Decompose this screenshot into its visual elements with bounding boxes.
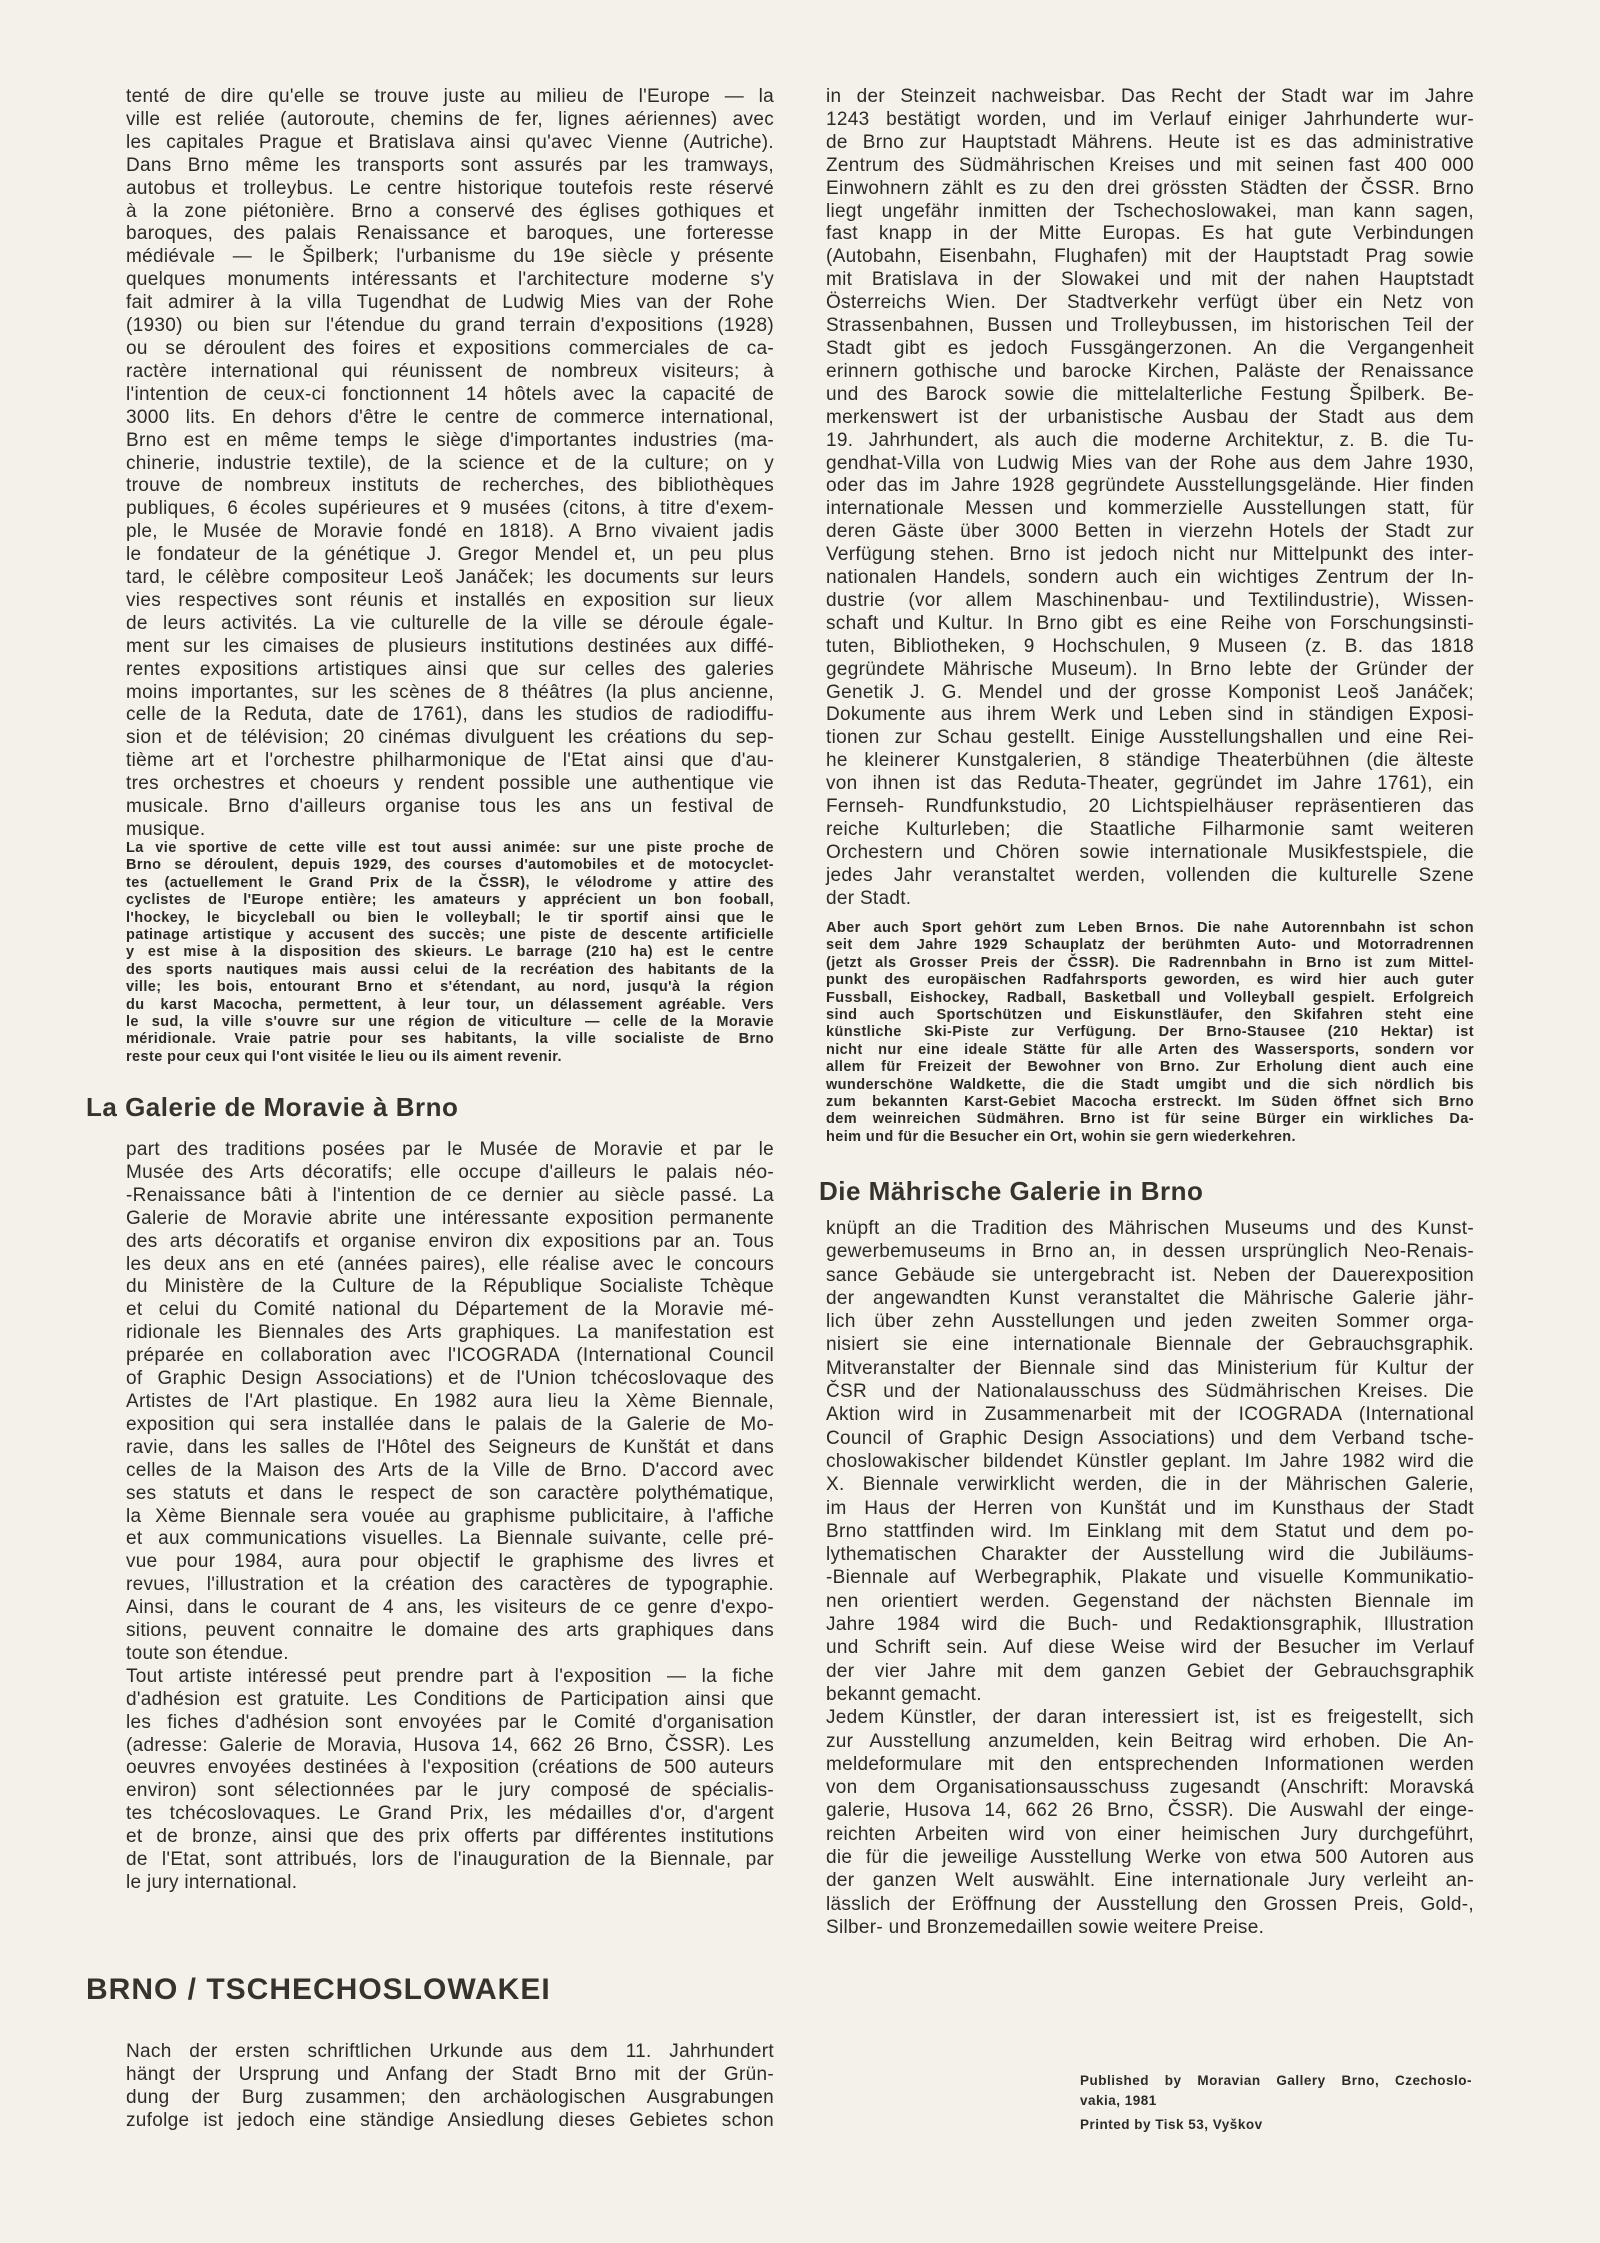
text-line: choslowakischer bildendet Künstler geplant. Im Jahre 1982 wird die: [826, 1450, 1474, 1472]
german-sport-text: [826, 920, 1474, 1146]
text-line: gendhat-Villa von Ludwig Mies van der Rohe aus dem Jahre 1930,: [826, 452, 1474, 474]
text-line: moins importantes, sur les scènes de 8 théâtres (la plus ancienne,: [126, 681, 774, 703]
text-line: Brno se déroulent, depuis 1929, des courses d'automobiles et de motocyclet-: [126, 857, 774, 874]
text-line: der angewandten Kunst veranstaltet die Mährische Galerie jähr-: [826, 1287, 1474, 1309]
text-line: lich über zehn Ausstellungen und jeden zweiten Sommer orga-: [826, 1311, 1474, 1333]
text-line: nisiert sie eine internationale Biennale der Gebrauchsgraphik.: [826, 1334, 1474, 1356]
paragraph: [126, 1139, 774, 1666]
text-line: he kleinerer Kunstgalerien, 8 ständige Theaterbühnen (die älteste: [826, 750, 1474, 772]
text-line: oder das im Jahre 1928 gegründete Ausstellungsgelände. Hier finden: [826, 475, 1474, 497]
text-line: rentes expositions artistiques ainsi que sur celles des galeries: [126, 658, 774, 680]
text-line: les fiches d'adhésion sont envoyées par le Comité d'organisation: [126, 1711, 774, 1733]
text-line: de l'Etat, sont attribués, lors de l'inauguration de la Biennale, par: [126, 1849, 774, 1871]
paragraph: [826, 920, 1474, 1146]
text-line: von dem Organisationsausschuss zugesandt (Anschrift: Moravská: [826, 1777, 1474, 1799]
text-line: part des traditions posées par le Musée de Moravie et par le: [126, 1139, 774, 1160]
text-line: Stadt gibt es jedoch Fussgängerzonen. An die Vergangenheit: [826, 337, 1474, 359]
text-line: der vier Jahre mit dem ganzen Gebiet der Gebrauchsgraphik: [826, 1660, 1474, 1682]
text-line: toute son étendue.: [126, 1642, 289, 1664]
text-line: tuten, Bibliotheken, 9 Hochschulen, 9 Museen (z. B. das 1818: [826, 635, 1474, 657]
text-line: vies respectives sont réunis et installés en exposition sur lieux: [126, 589, 774, 611]
text-line: lythematischen Charakter der Ausstellung wird die Jubiläums-: [826, 1544, 1474, 1566]
text-line: ses statuts et dans le respect de son caractère polythématique,: [126, 1482, 774, 1504]
text-line: knüpft an die Tradition des Mährischen Museums und des Kunst-: [826, 1218, 1474, 1239]
text-line: hängt der Ursprung und Anfang der Stadt Brno mit der Grün-: [126, 2063, 774, 2085]
text-line: und Schrift sein. Auf diese Weise wird der Besucher im Verlauf: [826, 1637, 1474, 1659]
text-line: dem weinreichen Südmähren. Brno ist für seine Bürger ein wirkliches Da-: [826, 1111, 1474, 1128]
paragraph: [126, 86, 774, 842]
text-line: y est mise à la disposition des skieurs. Le barrage (210 ha) est le centre: [126, 944, 774, 961]
text-line: Artistes de l'Art plastique. En 1982 aura lieu la Xème Biennale,: [126, 1390, 774, 1412]
text-line: Zentrum des Südmährischen Kreises und mit seinen fast 400 000: [826, 154, 1474, 176]
text-line: sance Gebäude sie untergebracht ist. Neben der Dauerexposition: [826, 1264, 1474, 1286]
text-line: La vie sportive de cette ville est tout aussi animée: sur une piste proche de: [126, 840, 774, 856]
text-line: Aktion wird in Zusammenarbeit mit der ICOGRADA (International: [826, 1404, 1474, 1426]
text-line: gegründete Mährische Museum). In Brno lebte der Gründer der: [826, 658, 1474, 680]
text-line: merkenswert ist der urbanistische Ausbau der Stadt aus dem: [826, 406, 1474, 428]
text-line: zufolge ist jedoch eine ständige Ansiedlung dieses Gebietes schon: [126, 2109, 774, 2131]
text-line: revues, l'illustration et la création des caractères de typographie.: [126, 1574, 774, 1596]
text-line: und des Barock sowie die mittelalterliche Festung Špilberk. Be-: [826, 383, 1474, 405]
text-line: Fussball, Eishockey, Radball, Basketball und Volleyball gespielt. Erfolgreich: [826, 989, 1474, 1006]
text-line: dustrie (vor allem Maschinenbau- und Textilindustrie), Wissen-: [826, 589, 1474, 611]
text-line: Jahre 1984 wird die Buch- und Redaktionsgraphik, Illustration: [826, 1614, 1474, 1636]
text-line: Musée des Arts décoratifs; elle occupe d'ailleurs le palais néo-: [126, 1161, 774, 1183]
text-line: Council of Graphic Design Associations) und dem Verband tsche-: [826, 1427, 1474, 1449]
text-line: reichten Arbeiten wird von einer heimischen Jury durchgeführt,: [826, 1823, 1474, 1845]
paragraph: [826, 86, 1474, 911]
text-line: Einwohnern zählt es zu den drei grössten Städten der ČSSR. Brno: [826, 177, 1474, 199]
text-line: Nach der ersten schriftlichen Urkunde aus dem 11. Jahrhundert: [126, 2041, 774, 2062]
text-line: nicht nur eine ideale Stätte für alle Arten des Wassersports, sondern vor: [826, 1041, 1474, 1058]
text-line: der Stadt.: [826, 887, 912, 909]
text-line: baroques, des palais Renaissance et baroques, une forteresse: [126, 223, 774, 245]
text-line: ridionale les Biennales des Arts graphiques. La manifestation est: [126, 1322, 774, 1344]
text-line: nen orientiert werden. Gegenstand der nächsten Biennale im: [826, 1590, 1474, 1612]
text-line: X. Biennale verwirklicht werden, die in der Mährischen Galerie,: [826, 1474, 1474, 1496]
text-line: la Xème Biennale sera vouée au graphisme publicitaire, à l'affiche: [126, 1505, 774, 1527]
text-line: d'adhésion est gratuite. Les Conditions de Participation ainsi que: [126, 1688, 774, 1710]
text-line: Strassenbahnen, Bussen und Trolleybussen, im historischen Teil der: [826, 315, 1474, 337]
text-line: ville est reliée (autoroute, chemins de fer, lignes aériennes) avec: [126, 108, 774, 130]
text-line: Galerie de Moravie abrite une intéressante exposition permanente: [126, 1207, 774, 1229]
text-line: ou se déroulent des foires et expositions commerciales de ca-: [126, 337, 774, 359]
text-line: musicale. Brno d'ailleurs organise tous les ans un festival de: [126, 796, 774, 818]
text-line: tionen zur Schau gestellt. Einige Ausstellungshallen und eine Rei-: [826, 727, 1474, 749]
text-line: tres orchestres et choeurs y rendent possible une authentique vie: [126, 773, 774, 795]
text-line: ravie, dans les salles de l'Hôtel des Seigneurs de Kunštát et dans: [126, 1436, 774, 1458]
paragraph: [826, 1217, 1474, 1706]
text-line: meldeformulare mit den entsprechenden Informationen werden: [826, 1753, 1474, 1775]
text-line: ment sur les cimaises de plusieurs institutions destinées aux diffé-: [126, 635, 774, 657]
text-line: chinerie, industrie textile), de la science et de la culture; on y: [126, 452, 774, 474]
text-line: zum bekannten Karst-Gebiet Macocha erstreckt. Im Süden öffnet sich Brno: [826, 1094, 1474, 1111]
text-line: le fondateur de la génétique J. Gregor Mendel et, un peu plus: [126, 544, 774, 566]
text-line: Genetik J. G. Mendel und der grosse Komponist Leoš Janáček;: [826, 681, 1474, 703]
text-line: im Haus der Herren von Kunštát und im Kunsthaus der Stadt: [826, 1497, 1474, 1519]
text-line: Mitveranstalter der Biennale sind das Ministerium für Kultur der: [826, 1357, 1474, 1379]
paragraph: [1080, 2115, 1472, 2135]
french-intro-text: [126, 86, 774, 842]
text-line: mit Bratislava in der Slowakei und mit der nahen Hauptstadt: [826, 269, 1474, 291]
text-line: du Ministère de la Culture de la République Socialiste Tchèque: [126, 1276, 774, 1298]
text-line: 3000 lits. En dehors d'être le centre de commerce international,: [126, 406, 774, 428]
text-line: liegt ungefähr inmitten der Tschechoslowakei, man kann sagen,: [826, 200, 1474, 222]
text-line: seit dem Jahre 1929 Schauplatz der berühmten Auto- und Motorradrennen: [826, 937, 1474, 954]
imprint: [1080, 2071, 1472, 2135]
text-line: zur Ausstellung anzumelden, kein Beitrag wird erhoben. Die An-: [826, 1730, 1474, 1752]
text-line: 1243 bestätigt worden, und im Verlauf einiger Jahrhunderte wur-: [826, 108, 1474, 130]
text-line: Verfügung stehen. Brno ist jedoch nicht nur Mittelpunkt des inter-: [826, 544, 1474, 566]
heading-brno-tschechoslowakei: BRNO / TSCHECHOSLOWAKEI: [86, 1973, 551, 2006]
heading-galerie-de-moravie: La Galerie de Moravie à Brno: [86, 1092, 459, 1122]
text-line: Silber- und Bronzemedaillen sowie weitere Preise.: [826, 1916, 1265, 1938]
text-line: allem für Freizeit der Bewohner von Brno. Zur Erholung dient auch eine: [826, 1059, 1474, 1076]
text-line: internationale Messen und kommerzielle Ausstellungen statt, für: [826, 498, 1474, 520]
text-line: l'intention de ceux-ci fonctionnent 14 hôtels avec la capacité de: [126, 383, 774, 405]
text-line: der ganzen Welt auswählt. Eine internationale Jury verleiht an-: [826, 1870, 1474, 1892]
text-line: des arts décoratifs et organise environ dix expositions par an. Tous: [126, 1230, 774, 1252]
text-line: vakia, 1981: [1080, 2093, 1157, 2108]
text-line: préparée en collaboration avec l'ICOGRADA (International Council: [126, 1345, 774, 1367]
text-line: tes tchécoslovaques. Le Grand Prix, les médailles d'or, d'argent: [126, 1803, 774, 1825]
text-line: dung der Burg zusammen; den archäologischen Ausgrabungen: [126, 2086, 774, 2108]
text-line: ville; les bois, entourant Brno et s'étendant, au nord, jusqu'à la région: [126, 979, 774, 996]
text-line: vue pour 1984, aura pour objectif le graphisme des livres et: [126, 1551, 774, 1573]
text-line: (Autobahn, Eisenbahn, Flughafen) mit der Hauptstadt Prag sowie: [826, 246, 1474, 268]
text-line: celle de la Reduta, date de 1761), dans les studios de radiodiffu-: [126, 704, 774, 726]
text-line: le sud, la ville s'ouvre sur une région de viticulture — celle de la Moravie: [126, 1014, 774, 1031]
paragraph: [126, 840, 774, 1066]
text-line: in der Steinzeit nachweisbar. Das Recht der Stadt war im Jahre: [826, 86, 1474, 107]
text-line: quelques monuments intéressants et l'architecture moderne s'y: [126, 269, 774, 291]
text-line: (1930) ou bien sur l'étendue du grand terrain d'expositions (1928): [126, 315, 774, 337]
text-line: Brno stattfinden wird. Im Einklang mit dem Statut und dem po-: [826, 1520, 1474, 1542]
text-line: bekannt gemacht.: [826, 1683, 982, 1705]
text-line: tième art et l'orchestre philharmonique de l'Etat ainsi que d'au-: [126, 750, 774, 772]
text-line: environ) sont sélectionnées par le jury composé de spécialis-: [126, 1780, 774, 1802]
text-line: lässlich der Eröffnung der Ausstellung den Grossen Preis, Gold-,: [826, 1893, 1474, 1915]
text-line: Österreichs Wien. Der Stadtverkehr verfügt über ein Netz von: [826, 292, 1474, 314]
text-line: musique.: [126, 819, 206, 840]
text-line: tenté de dire qu'elle se trouve juste au milieu de l'Europe — la: [126, 86, 774, 107]
french-sport-text: [126, 840, 774, 1066]
text-line: autobus et trolleybus. Le centre historique toutefois reste réservé: [126, 177, 774, 199]
text-line: Dans Brno même les transports sont assurés par les tramways,: [126, 154, 774, 176]
french-gallery-text: [126, 1139, 774, 1895]
text-line: punkt des europäischen Radfahrsports geworden, es wird hier auch guter: [826, 972, 1474, 989]
text-line: jedes Jahr veranstaltet werden, vollenden die kulturelle Szene: [826, 864, 1474, 886]
text-line: Dokumente aus ihrem Werk und Leben sind in ständigen Exposi-: [826, 704, 1474, 726]
text-line: oeuvres envoyées destinées à l'exposition (créations de 500 auteurs: [126, 1757, 774, 1779]
text-line: ractère international qui réunissent de nombreux visiteurs; à: [126, 360, 774, 382]
text-line: ple, le Musée de Moravie fondé en 1818). A Brno vivaient jadis: [126, 521, 774, 543]
text-line: die für die jeweilige Ausstellung Werke von etwa 500 Autoren aus: [826, 1847, 1474, 1869]
text-line: reste pour ceux qui l'ont visitée le lieu ou ils aiment revenir.: [126, 1048, 562, 1065]
text-line: Published by Moravian Gallery Brno, Czechoslo-: [1080, 2073, 1472, 2088]
text-line: Tout artiste intéressé peut prendre part à l'exposition — la fiche: [126, 1665, 774, 1687]
text-line: erinnern gothische und barocke Kirchen, Paläste der Renaissance: [826, 360, 1474, 382]
text-line: sind auch Sportschützen und Eiskunstläufer, den Skifahren steht eine: [826, 1007, 1474, 1024]
text-line: -Biennale auf Werbegraphik, Plakate und visuelle Kommunikatio-: [826, 1567, 1474, 1589]
text-line: 19. Jahrhundert, als auch die moderne Architektur, z. B. die Tu-: [826, 429, 1474, 451]
text-line: et celui du Comité national du Département de la Moravie mé-: [126, 1299, 774, 1321]
text-line: -Renaissance bâti à l'intention de ce dernier au siècle passé. La: [126, 1184, 774, 1206]
german-intro-text-start: [126, 2041, 774, 2133]
text-line: patinage artistique y accusent des succès; une piste de descente artificielle: [126, 927, 774, 944]
text-line: à la zone piétonière. Brno a conservé des églises gothiques et: [126, 200, 774, 222]
text-line: of Graphic Design Associations) et de l'Union tchécoslovaque des: [126, 1368, 774, 1390]
text-line: le jury international.: [126, 1872, 298, 1893]
text-line: Ainsi, dans le courant de 4 ans, les visiteurs de ce genre d'expo-: [126, 1597, 774, 1619]
text-line: reiche Kulturleben; die Staatliche Filharmonie samt weiteren: [826, 819, 1474, 840]
german-intro-text: [826, 86, 1474, 911]
text-line: deren Gäste über 3000 Betten in vierzehn Hotels der Stadt zur: [826, 521, 1474, 543]
text-line: Fernseh- Rundfunkstudio, 20 Lichtspielhäuser repräsentieren das: [826, 796, 1474, 818]
text-line: (jetzt als Grosser Preis der ČSSR). Die Radrennbahn in Brno ist zum Mittel-: [826, 954, 1474, 971]
text-line: ČSR und der Nationalausschuss des Südmährischen Kreises. Die: [826, 1381, 1474, 1403]
text-line: exposition qui sera installée dans le palais de la Galerie de Mo-: [126, 1413, 774, 1435]
text-line: du karst Macocha, permettent, à leur tour, un délassement agréable. Vers: [126, 996, 774, 1013]
text-line: les deux ans en eté (années paires), elle réalise avec le concours: [126, 1253, 774, 1275]
text-line: (adresse: Galerie de Moravia, Husova 14, 662 26 Brno, ČSSR). Les: [126, 1734, 774, 1756]
text-line: Printed by Tisk 53, Vyškov: [1080, 2117, 1263, 2132]
text-line: tes (actuellement le Grand Prix de la ČSSR), le vélodrome y attire des: [126, 874, 774, 891]
text-line: cyclistes de l'Europe entière; les amateurs y apprécient un bon fooball,: [126, 892, 774, 909]
text-line: les capitales Prague et Bratislava ainsi qu'avec Vienne (Autriche).: [126, 131, 774, 153]
paragraph: [826, 1706, 1474, 1939]
text-line: et aux communications visuelles. La Biennale suivante, celle pré-: [126, 1528, 774, 1550]
text-line: tard, le célèbre compositeur Leoš Janáček; les documents sur leurs: [126, 567, 774, 589]
text-line: fast knapp in der Mitte Europas. Es hat gute Verbindungen: [826, 223, 1474, 245]
paragraph: [126, 2041, 774, 2133]
text-line: heim und für die Besucher ein Ort, wohin sie gern wiederkehren.: [826, 1128, 1296, 1145]
heading-maehrische-galerie: Die Mährische Galerie in Brno: [819, 1176, 1204, 1206]
text-line: sitions, peuvent connaitre le domaine des arts graphiques dans: [126, 1620, 774, 1642]
paragraph: [126, 1666, 774, 1895]
text-line: publiques, 6 écoles supérieures et 9 musées (citons, à titre d'exem-: [126, 498, 774, 520]
text-line: Brno est en même temps le siège d'importantes industries (ma-: [126, 429, 774, 451]
text-line: Aber auch Sport gehört zum Leben Brnos. Die nahe Autorennbahn ist schon: [826, 920, 1474, 936]
text-line: sion et de télévision; 20 cinémas divulguent les créations du sep-: [126, 727, 774, 749]
text-line: von ihnen ist das Reduta-Theater, gegründet im Jahre 1761), ein: [826, 773, 1474, 795]
text-line: l'hockey, le bicycleball ou bien le volleyball; le tir sportif ainsi que le: [126, 909, 774, 926]
text-line: wunderschöne Waldkette, die die Stadt umgibt und die sich nördlich bis: [826, 1076, 1474, 1093]
text-line: fait admirer à la villa Tugendhat de Ludwig Mies van der Rohe: [126, 292, 774, 314]
text-line: galerie, Husova 14, 662 26 Brno, ČSSR). Die Auswahl der einge-: [826, 1800, 1474, 1822]
text-line: Orchestern und Chören sowie internationale Musikfestspiele, die: [826, 841, 1474, 863]
text-line: de leurs activités. La vie culturelle de la ville se déroule égale-: [126, 612, 774, 634]
text-line: et de bronze, ainsi que des prix offerts par différentes institutions: [126, 1826, 774, 1848]
text-line: gewerbemuseums in Brno an, in dessen ursprünglich Neo-Renais-: [826, 1241, 1474, 1263]
text-line: Jedem Künstler, der daran interessiert ist, ist es freigestellt, sich: [826, 1707, 1474, 1729]
text-line: trouve de nombreux instituts de recherches, des bibliothèques: [126, 475, 774, 497]
paragraph: [1080, 2071, 1472, 2111]
text-line: nationalen Handels, sondern auch ein wichtiges Zentrum der In-: [826, 567, 1474, 589]
text-line: künstliche Ski-Piste zur Verfügung. Der Brno-Stausee (210 Hektar) ist: [826, 1024, 1474, 1041]
text-line: médiévale — le Špilberk; l'urbanisme du 19e siècle y présente: [126, 246, 774, 268]
text-line: des sports nautiques mais aussi celui de la recréation des habitants de la: [126, 961, 774, 978]
text-line: schaft und Kultur. In Brno gibt es eine Reihe von Forschungsinsti-: [826, 612, 1474, 634]
text-line: celles de la Maison des Arts de la Ville de Brno. D'accord avec: [126, 1459, 774, 1481]
german-gallery-text: [826, 1217, 1474, 1939]
text-line: méridionale. Vraie patrie pour ses habitants, la ville socialiste de Brno: [126, 1031, 774, 1048]
text-line: de Brno zur Hauptstadt Mährens. Heute ist es das administrative: [826, 131, 1474, 153]
